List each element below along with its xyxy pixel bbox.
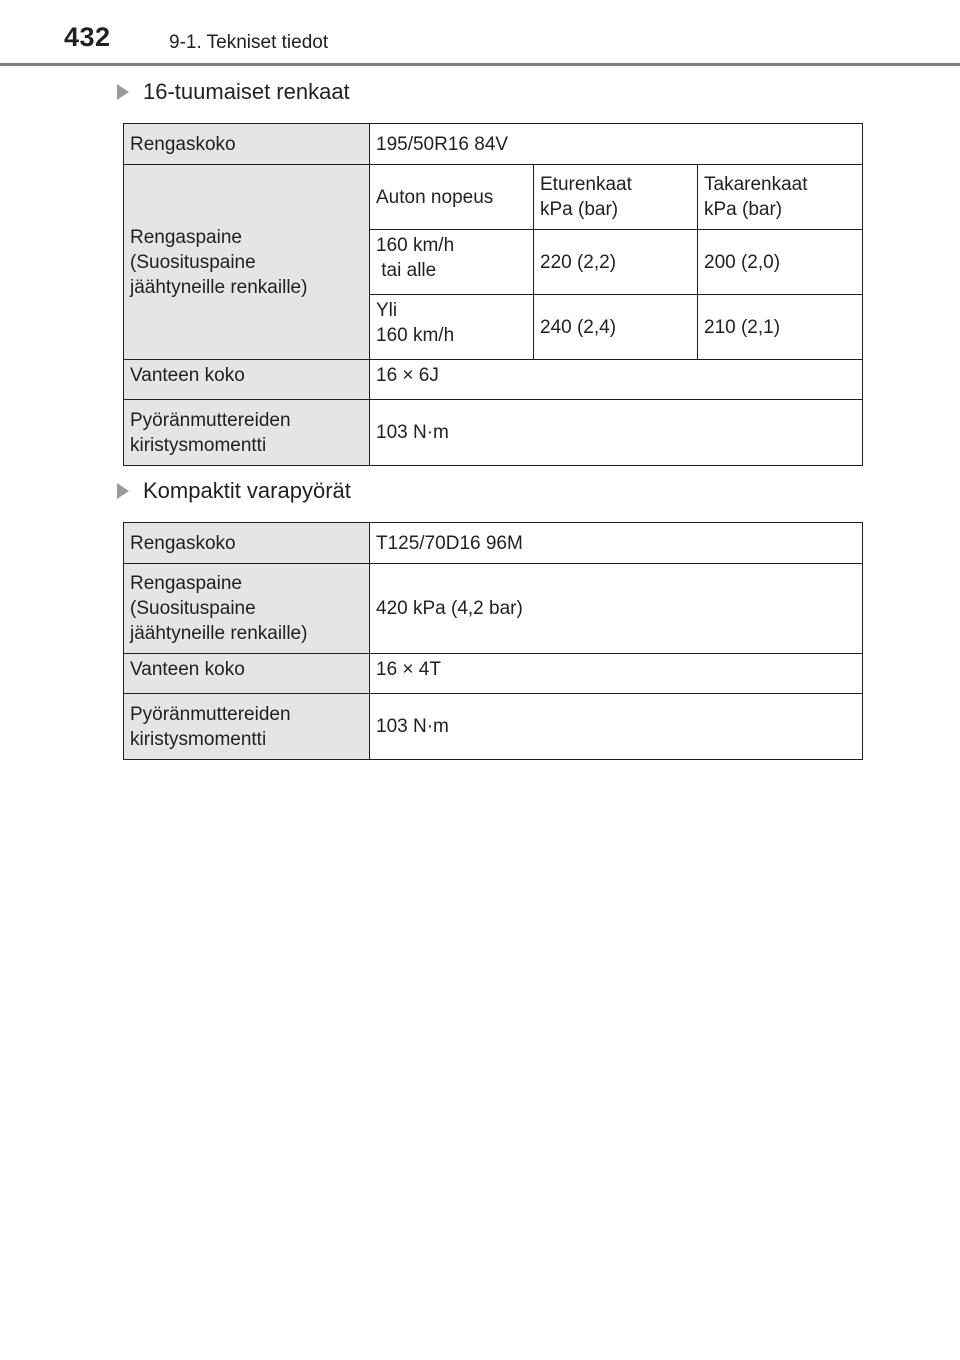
- speed-column-header: Auton nopeus: [370, 165, 534, 230]
- wheel-size-value: 16 × 6J: [370, 360, 863, 400]
- table-row: [124, 654, 863, 694]
- triangle-bullet-icon: [117, 483, 129, 499]
- section-heading-16-inch: [117, 79, 350, 105]
- front-tires-column-header: Eturenkaat kPa (bar): [534, 165, 698, 230]
- section-title: 9-1. Tekniset tiedot: [169, 32, 329, 53]
- tire-spec-table-compact-spare: [123, 522, 863, 760]
- tire-size-value: T125/70D16 96M: [370, 523, 863, 564]
- section-heading-compact-spare: [117, 478, 351, 504]
- rear-pressure-value: 200 (2,0): [698, 230, 863, 295]
- table-row: [124, 360, 863, 400]
- speed-value: 160 km/h tai alle: [370, 230, 534, 295]
- tire-size-label: Rengaskoko: [124, 124, 370, 165]
- table-row: [124, 124, 863, 165]
- torque-label: Pyöränmuttereiden kiristysmomentti: [124, 400, 370, 466]
- tire-spec-table-16-inch: [123, 123, 863, 466]
- wheel-size-label: Vanteen koko: [124, 360, 370, 400]
- table-row: [124, 564, 863, 654]
- tire-size-label: Rengaskoko: [124, 523, 370, 564]
- tire-pressure-value: 420 kPa (4,2 bar): [370, 564, 863, 654]
- rear-tires-column-header: Takarenkaat kPa (bar): [698, 165, 863, 230]
- table-row: [124, 523, 863, 564]
- torque-label: Pyöränmuttereiden kiristysmomentti: [124, 694, 370, 760]
- header-rule: [0, 63, 960, 66]
- speed-value: Yli 160 km/h: [370, 295, 534, 360]
- tire-pressure-label: Rengaspaine (Suosituspaine jäähtyneille renkaille): [124, 564, 370, 654]
- table-row: [124, 694, 863, 760]
- front-pressure-value: 240 (2,4): [534, 295, 698, 360]
- tire-size-value: 195/50R16 84V: [370, 124, 863, 165]
- front-pressure-value: 220 (2,2): [534, 230, 698, 295]
- page-number: 432: [64, 22, 111, 52]
- page-header: [0, 0, 960, 66]
- section-heading-text: Kompaktit varapyörät: [143, 478, 351, 503]
- tire-pressure-label: Rengaspaine (Suosituspaine jäähtyneille renkaille): [124, 165, 370, 360]
- table-row: [124, 400, 863, 466]
- section-heading-text: 16-tuumaiset renkaat: [143, 79, 350, 104]
- wheel-size-value: 16 × 4T: [370, 654, 863, 694]
- torque-value: 103 N·m: [370, 400, 863, 466]
- triangle-bullet-icon: [117, 84, 129, 100]
- rear-pressure-value: 210 (2,1): [698, 295, 863, 360]
- wheel-size-label: Vanteen koko: [124, 654, 370, 694]
- torque-value: 103 N·m: [370, 694, 863, 760]
- table-row: [124, 165, 863, 230]
